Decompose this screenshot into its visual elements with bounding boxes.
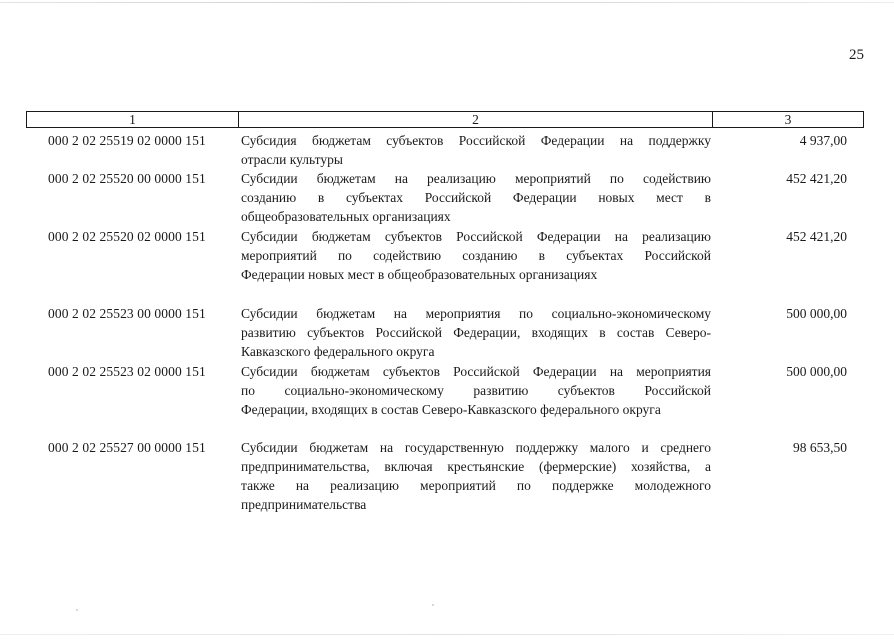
description-line: мероприятий по содействию созданию в субъектах Российской	[241, 248, 711, 263]
budget-code: 000 2 02 25519 02 0000 151	[48, 133, 206, 148]
row-description	[241, 227, 711, 284]
description-line: предпринимательства	[241, 497, 367, 512]
page-number: 25	[849, 47, 864, 63]
row-description	[241, 438, 711, 514]
row-description	[241, 169, 711, 226]
header-col-2: 2	[239, 112, 713, 127]
description-line: Субсидии бюджетам на государственную поддержку малого и среднего	[241, 440, 711, 455]
description-line: развитию субъектов Российской Федерации, входящих в состав Северо-	[241, 325, 711, 340]
amount: 452 421,20	[786, 229, 847, 244]
table-header	[26, 111, 864, 128]
description-line: также на реализацию мероприятий по поддержке молодежного	[241, 478, 711, 493]
budget-code: 000 2 02 25520 02 0000 151	[48, 229, 206, 244]
budget-code: 000 2 02 25523 02 0000 151	[48, 364, 206, 379]
description-line: созданию в субъектах Российской Федерации новых мест в	[241, 190, 711, 205]
description-line: Федерации, входящих в состав Северо-Кавказского федерального округа	[241, 402, 661, 417]
description-line: Субсидии бюджетам на реализацию мероприятий по содействию	[241, 171, 711, 186]
scan-edge-bottom	[0, 634, 894, 635]
header-col-3: 3	[784, 112, 792, 127]
row-description	[241, 362, 711, 419]
budget-code: 000 2 02 25520 00 0000 151	[48, 171, 206, 186]
description-line: Субсидии бюджетам субъектов Российской Федерации на мероприятия	[241, 364, 711, 379]
scan-edge-top	[0, 2, 894, 3]
amount: 500 000,00	[786, 364, 847, 379]
budget-code: 000 2 02 25523 00 0000 151	[48, 306, 206, 321]
description-line: по социально-экономическому развитию субъектов Российской	[241, 383, 711, 398]
description-line: общеобразовательных организациях	[241, 209, 451, 224]
description-line: предпринимательства, включая крестьянские (фермерские) хозяйства, а	[241, 459, 711, 474]
budget-code: 000 2 02 25527 00 0000 151	[48, 440, 206, 455]
description-line: Кавказского федерального округа	[241, 344, 435, 359]
description-line: Субсидии бюджетам на мероприятия по социально-экономическому	[241, 306, 711, 321]
header-col-1: 1	[27, 112, 239, 127]
amount: 500 000,00	[786, 306, 847, 321]
amount: 452 421,20	[786, 171, 847, 186]
row-description	[241, 131, 711, 169]
description-line: Федерации новых мест в общеобразовательных организациях	[241, 267, 598, 282]
description-line: Субсидии бюджетам субъектов Российской Федерации на реализацию	[241, 229, 711, 244]
scan-speck	[76, 609, 78, 611]
amount: 4 937,00	[799, 133, 847, 148]
description-line: отрасли культуры	[241, 152, 343, 167]
amount: 98 653,50	[793, 440, 847, 455]
row-description	[241, 304, 711, 361]
scan-speck	[432, 604, 434, 606]
description-line: Субсидия бюджетам субъектов Российской Федерации на поддержку	[241, 133, 711, 148]
